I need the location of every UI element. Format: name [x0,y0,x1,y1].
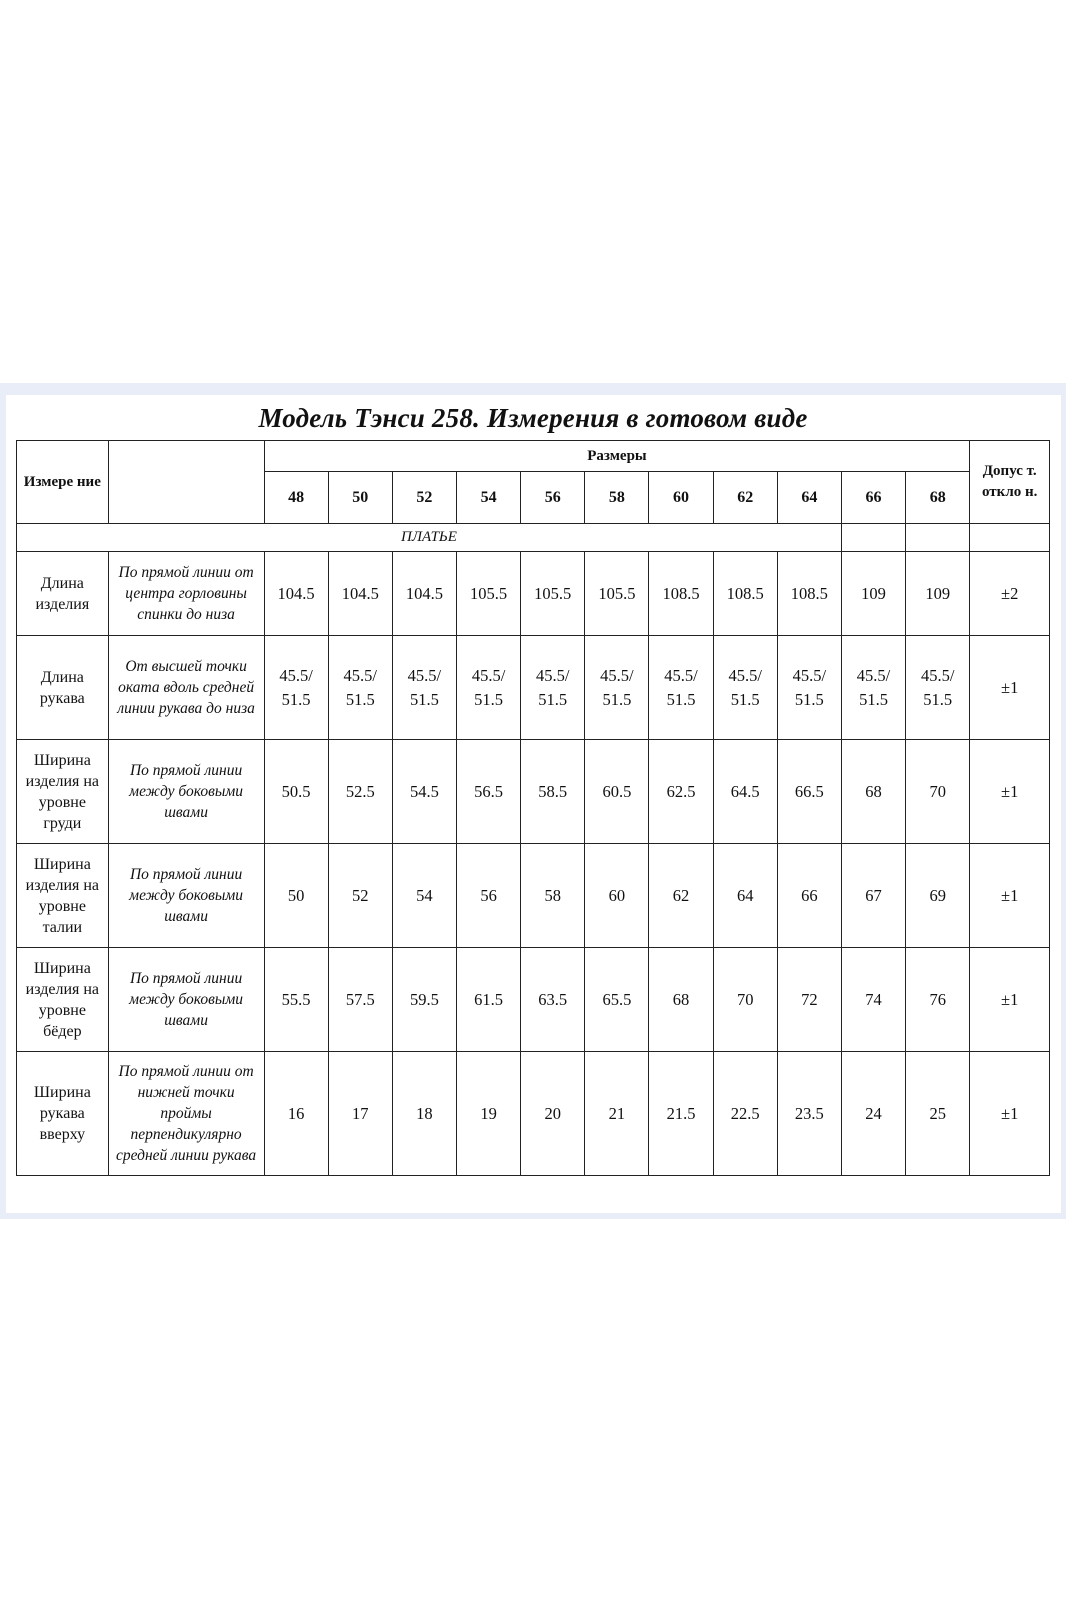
size-64: 64 [777,472,841,524]
value-cell: 54 [392,844,456,948]
value-cell: 45.5/ 51.5 [649,636,713,740]
measurement-method: По прямой линии между боковыми швами [108,948,264,1052]
value-cell: 45.5/ 51.5 [328,636,392,740]
value-cell: 63.5 [521,948,585,1052]
measurement-method: По прямой линии между боковыми швами [108,740,264,844]
table-row [17,636,1050,740]
parameter-name: Длина рукава [17,636,109,740]
value-cell: 50.5 [264,740,328,844]
value-cell: 66 [777,844,841,948]
value-cell: 21.5 [649,1052,713,1176]
value-cell: 108.5 [649,552,713,636]
size-60: 60 [649,472,713,524]
sizes-header: Размеры [264,441,970,472]
tolerance-cell: ±1 [970,844,1050,948]
parameter-name: Ширина изделия на уровне талии [17,844,109,948]
size-56: 56 [521,472,585,524]
value-cell: 109 [841,552,905,636]
method-header [108,441,264,524]
value-cell: 19 [456,1052,520,1176]
value-cell: 59.5 [392,948,456,1052]
measurement-method: От высшей точки оката вдоль средней линии рукава до низа [108,636,264,740]
value-cell: 74 [841,948,905,1052]
size-58: 58 [585,472,649,524]
value-cell: 58 [521,844,585,948]
value-cell: 104.5 [392,552,456,636]
value-cell: 52.5 [328,740,392,844]
table-row [17,740,1050,844]
value-cell: 45.5/ 51.5 [906,636,970,740]
tolerance-cell: ±1 [970,740,1050,844]
value-cell: 45.5/ 51.5 [841,636,905,740]
value-cell: 109 [906,552,970,636]
tolerance-cell: ±2 [970,552,1050,636]
size-54: 54 [456,472,520,524]
parameter-name: Ширина изделия на уровне бёдер [17,948,109,1052]
value-cell: 45.5/ 51.5 [777,636,841,740]
value-cell: 54.5 [392,740,456,844]
size-52: 52 [392,472,456,524]
value-cell: 55.5 [264,948,328,1052]
section-empty-cell [841,524,905,552]
value-cell: 104.5 [264,552,328,636]
value-cell: 64.5 [713,740,777,844]
value-cell: 70 [906,740,970,844]
value-cell: 21 [585,1052,649,1176]
value-cell: 45.5/ 51.5 [585,636,649,740]
value-cell: 18 [392,1052,456,1176]
parameter-name: Ширина изделия на уровне груди [17,740,109,844]
tolerance-cell: ±1 [970,1052,1050,1176]
value-cell: 68 [649,948,713,1052]
value-cell: 61.5 [456,948,520,1052]
section-row [17,524,1050,552]
value-cell: 104.5 [328,552,392,636]
value-cell: 76 [906,948,970,1052]
measurement-method: По прямой линии от нижней точки проймы перпендикулярно средней линии рукава [108,1052,264,1176]
value-cell: 45.5/ 51.5 [264,636,328,740]
value-cell: 105.5 [456,552,520,636]
value-cell: 23.5 [777,1052,841,1176]
value-cell: 45.5/ 51.5 [713,636,777,740]
parameter-name: Длина изделия [17,552,109,636]
measurement-method: По прямой линии между боковыми швами [108,844,264,948]
tolerance-cell: ±1 [970,948,1050,1052]
value-cell: 17 [328,1052,392,1176]
section-label: ПЛАТЬЕ [17,524,842,552]
value-cell: 70 [713,948,777,1052]
value-cell: 62 [649,844,713,948]
value-cell: 57.5 [328,948,392,1052]
value-cell: 108.5 [713,552,777,636]
measurement-method: По прямой линии от центра горловины спинки до низа [108,552,264,636]
value-cell: 65.5 [585,948,649,1052]
size-62: 62 [713,472,777,524]
value-cell: 16 [264,1052,328,1176]
tolerance-header: Допус т. откло н. [970,441,1050,524]
value-cell: 45.5/ 51.5 [392,636,456,740]
value-cell: 45.5/ 51.5 [456,636,520,740]
value-cell: 60.5 [585,740,649,844]
value-cell: 60 [585,844,649,948]
table-row [17,1052,1050,1176]
value-cell: 52 [328,844,392,948]
value-cell: 22.5 [713,1052,777,1176]
value-cell: 58.5 [521,740,585,844]
header-row [17,441,1050,472]
size-table [16,440,1050,1176]
value-cell: 50 [264,844,328,948]
value-cell: 64 [713,844,777,948]
value-cell: 62.5 [649,740,713,844]
table-row [17,552,1050,636]
tolerance-cell: ±1 [970,636,1050,740]
value-cell: 56 [456,844,520,948]
measure-header: Измере ние [17,441,109,524]
parameter-name: Ширина рукава вверху [17,1052,109,1176]
value-cell: 105.5 [585,552,649,636]
size-50: 50 [328,472,392,524]
value-cell: 20 [521,1052,585,1176]
value-cell: 66.5 [777,740,841,844]
section-empty-cell [970,524,1050,552]
value-cell: 105.5 [521,552,585,636]
document-title: Модель Тэнси 258. Измерения в готовом виде [258,403,808,433]
size-66: 66 [841,472,905,524]
value-cell: 67 [841,844,905,948]
value-cell: 68 [841,740,905,844]
table-row [17,948,1050,1052]
table-row [17,844,1050,948]
value-cell: 69 [906,844,970,948]
value-cell: 24 [841,1052,905,1176]
size-48: 48 [264,472,328,524]
value-cell: 56.5 [456,740,520,844]
size-68: 68 [906,472,970,524]
value-cell: 25 [906,1052,970,1176]
value-cell: 72 [777,948,841,1052]
value-cell: 108.5 [777,552,841,636]
value-cell: 45.5/ 51.5 [521,636,585,740]
section-empty-cell [906,524,970,552]
